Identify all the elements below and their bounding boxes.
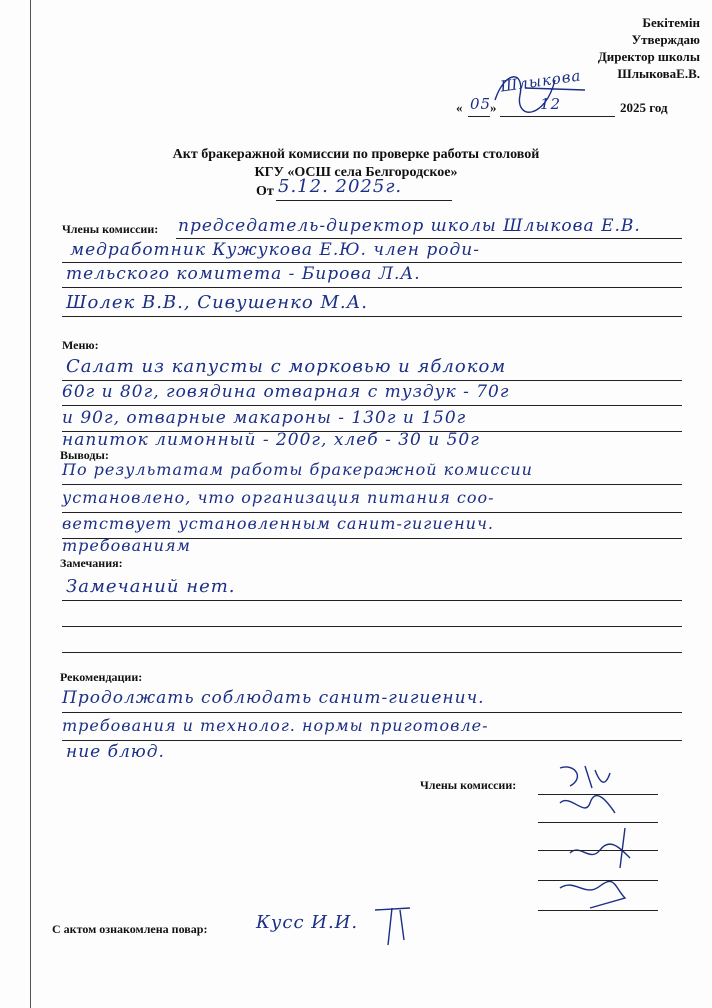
members-line-2: медработник Кужукова Е.Ю. член роди- bbox=[70, 240, 480, 260]
committee-signatures bbox=[530, 758, 690, 928]
approval-year: 2025 год bbox=[620, 100, 668, 115]
conclusions-underline-2 bbox=[62, 512, 682, 513]
date-label: От bbox=[256, 184, 274, 199]
approval-date-close: » bbox=[490, 100, 497, 115]
cook-name: Кусс И.И. bbox=[256, 912, 359, 933]
approval-block bbox=[598, 14, 700, 82]
menu-label: Меню: bbox=[62, 338, 99, 352]
approval-kazakh: Бекітемін bbox=[642, 15, 700, 30]
conclusions-underline-1 bbox=[62, 484, 682, 485]
members-underline-1 bbox=[176, 238, 682, 239]
act-date: 5.12. 2025г. bbox=[278, 176, 403, 197]
signature-line-3 bbox=[538, 850, 658, 851]
menu-underline-2 bbox=[62, 405, 682, 406]
signature-line-5 bbox=[538, 910, 658, 911]
conclusions-line-3: ветствует установленным санит-гигиенич. bbox=[62, 514, 495, 533]
members-underline-4 bbox=[62, 316, 682, 317]
members-line-1: председатель-директор школы Шлыкова Е.В. bbox=[178, 216, 641, 236]
menu-line-2: 60г и 80г, говядина отварная с туздук - 70г bbox=[62, 382, 510, 402]
recommendations-underline-1 bbox=[62, 712, 682, 713]
signature-line-1 bbox=[538, 794, 658, 795]
recommendations-line-1: Продолжать соблюдать санит-гигиенич. bbox=[62, 688, 485, 708]
menu-line-4: напиток лимонный - 200г, хлеб - 30 и 50г bbox=[62, 430, 480, 450]
signature-line-4 bbox=[538, 880, 658, 881]
approval-russian: Утверждаю bbox=[631, 32, 700, 47]
director-signature: Шлыкова bbox=[499, 66, 583, 96]
members-line-4: Шолек В.В., Сивушенко М.А. bbox=[66, 292, 368, 313]
recommendations-label: Рекомендации: bbox=[60, 670, 143, 684]
approval-name: ШлыковаЕ.В. bbox=[617, 66, 700, 81]
title-line-1: Акт бракеражной комиссии по проверке работы столовой bbox=[172, 147, 540, 162]
signatures-label: Члены комиссии: bbox=[420, 778, 517, 792]
approval-position: Директор школы bbox=[597, 49, 700, 64]
remarks-label: Замечания: bbox=[60, 556, 123, 570]
date-underline bbox=[276, 200, 452, 201]
approval-month: 12 bbox=[540, 95, 562, 113]
members-line-3: тельского комитета - Бирова Л.А. bbox=[66, 264, 421, 284]
members-label: Члены комиссии: bbox=[62, 222, 159, 236]
cook-signature bbox=[370, 900, 420, 950]
remarks-underline-2 bbox=[62, 626, 682, 627]
remarks-underline-1 bbox=[62, 600, 682, 601]
members-underline-3 bbox=[62, 287, 682, 288]
members-underline-2 bbox=[62, 262, 682, 263]
signature-line-2 bbox=[538, 822, 658, 823]
recommendations-underline-2 bbox=[62, 740, 682, 741]
approval-day: 05 bbox=[470, 95, 492, 113]
menu-line-1: Салат из капусты с морковью и яблоком bbox=[66, 356, 507, 377]
menu-line-3: и 90г, отварные макароны - 130г и 150г bbox=[62, 408, 467, 428]
cook-label: С актом ознакомлена повар: bbox=[52, 922, 208, 936]
month-underline bbox=[500, 116, 615, 117]
menu-underline-1 bbox=[62, 380, 682, 381]
day-underline bbox=[468, 116, 490, 117]
recommendations-line-3: ние блюд. bbox=[66, 742, 165, 762]
conclusions-line-2: установлено, что организация питания соо- bbox=[62, 488, 495, 507]
conclusions-label: Выводы: bbox=[60, 448, 109, 462]
title-line-2: КГУ «ОСШ села Белгородское» bbox=[254, 165, 458, 180]
remarks-line-1: Замечаний нет. bbox=[66, 576, 236, 597]
approval-date-open: « bbox=[456, 100, 463, 115]
conclusions-line-4: требованиям bbox=[62, 536, 191, 555]
recommendations-line-2: требования и технолог. нормы приготовле- bbox=[62, 716, 489, 735]
remarks-underline-3 bbox=[62, 652, 682, 653]
conclusions-line-1: По результатам работы бракеражной комиссии bbox=[62, 460, 533, 479]
